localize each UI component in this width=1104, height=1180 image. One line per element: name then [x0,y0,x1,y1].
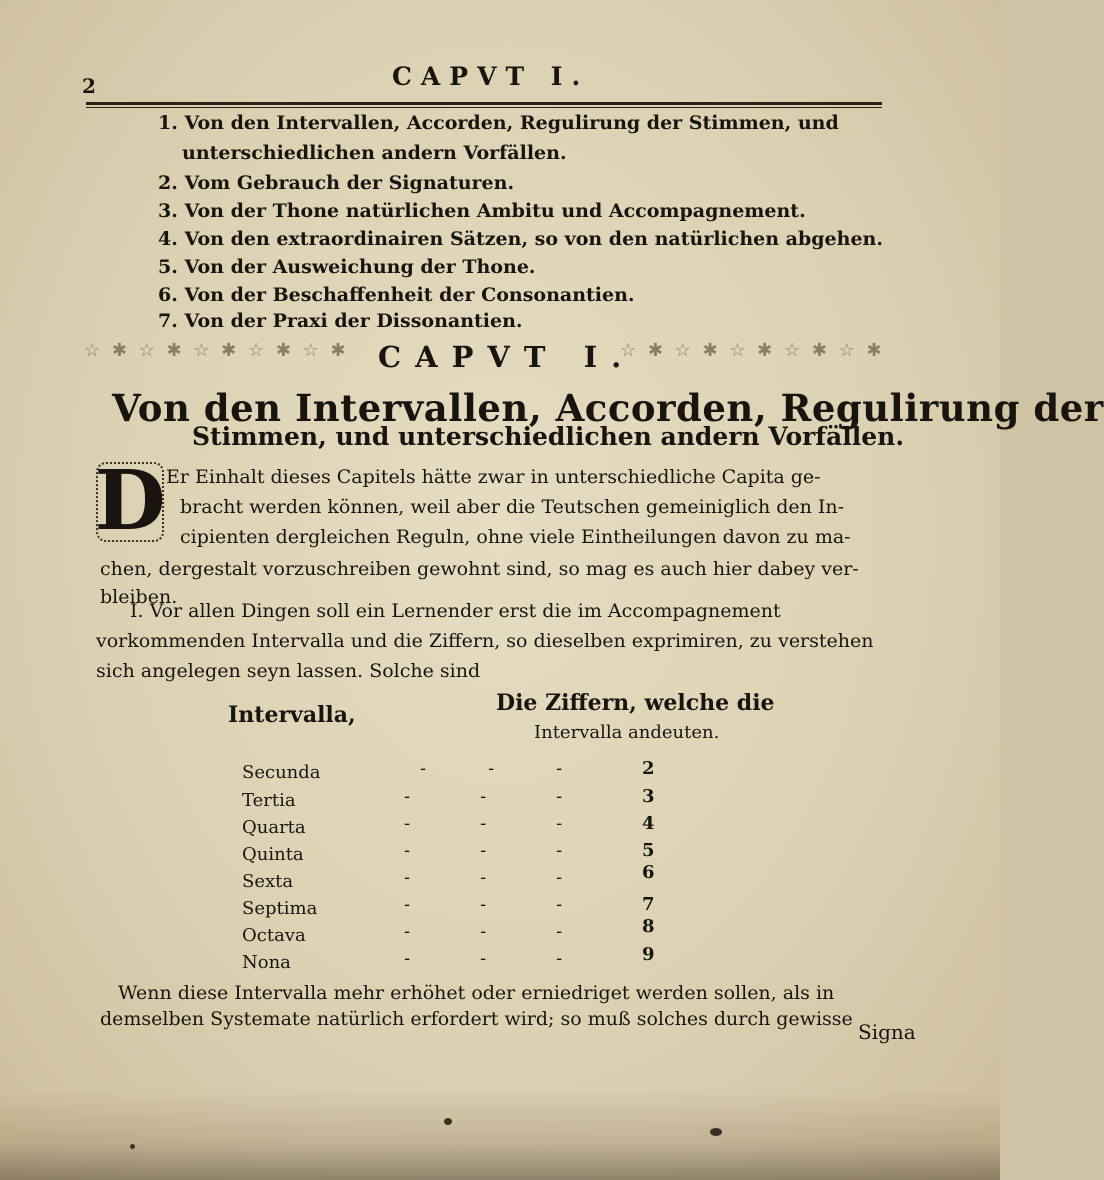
figure-value: 3 [642,786,655,807]
header-rule [86,102,882,105]
table-header-figures: Die Ziffern, welche die [496,690,775,716]
toc-text: Von den Intervallen, Accorden, Regulirung der Stimmen, und [184,112,839,134]
toc-text: Von der Ausweichung der Thone. [184,256,536,278]
leader-dashes: --- [404,786,633,807]
figure-value: 9 [642,944,655,965]
table-row [242,817,306,838]
interval-name: Quarta [242,817,306,838]
text-line: chen, dergestalt vorzuschreiben gewohnt sind, so mag es auch hier dabey ver- [100,558,859,580]
figure-value: 6 [642,862,655,883]
text-line: sich angelegen seyn lassen. Solche sind [96,660,481,682]
text-line: cipienten dergleichen Reguln, ohne viele Eintheilungen davon zu ma- [180,526,851,548]
toc-item [182,142,567,164]
table-row [242,898,317,919]
leader-dashes: --- [404,894,633,915]
page-shadow [0,1090,1000,1180]
toc-item [158,256,536,278]
header-rule-thin [86,107,882,108]
leader-dashes: --- [404,921,633,942]
toc-num: 7. [158,310,178,332]
toc-text: Vom Gebrauch der Signaturen. [184,172,515,194]
toc-num: 6. [158,284,178,306]
ornament-right: ☆ ✱ ☆ ✱ ☆ ✱ ☆ ✱ ☆ ✱ [620,340,885,361]
interval-name: Quinta [242,844,304,865]
toc-item [158,112,839,134]
toc-item [158,228,883,250]
interval-name: Nona [242,952,291,973]
table-row [242,952,291,973]
figure-value: 4 [642,813,655,834]
interval-name: Octava [242,925,306,946]
interval-name: Sexta [242,871,294,892]
text-line: vorkommenden Intervalla und die Ziffern, so dieselben exprimiren, zu verstehen [96,630,874,652]
leader-dashes: --- [404,813,633,834]
ink-blot [444,1118,452,1125]
interval-name: Secunda [242,762,321,783]
toc-num: 2. [158,172,178,194]
chapter-title: Von den Intervallen, Accorden, Regulirung der [112,386,1104,430]
ink-blot [710,1128,722,1136]
interval-name: Septima [242,898,318,919]
text-line: Er Einhalt dieses Capitels hätte zwar in unterschiedliche Capita ge- [166,466,821,488]
text-line: bracht werden können, weil aber die Teutschen gemeiniglich den In- [180,496,845,518]
toc-num: 1. [158,112,178,134]
table-header-figures-continued: Intervalla andeuten. [534,722,720,743]
text-line: Wenn diese Intervalla mehr erhöhet oder erniedriget werden sollen, als in [118,982,835,1004]
toc-text: Von der Thone natürlichen Ambitu und Accompagnement. [184,200,806,222]
toc-num: 5. [158,256,178,278]
figure-value: 5 [642,840,655,861]
table-row [242,871,293,892]
toc-item [158,310,523,332]
text-line: I. Vor allen Dingen soll ein Lernender erst die im Accompagnement [130,600,781,622]
interval-name: Tertia [242,790,296,811]
running-head: CAPVT I. [392,62,590,91]
leader-dashes: --- [404,948,633,969]
table-row [242,925,306,946]
ornament-left: ☆ ✱ ☆ ✱ ☆ ✱ ☆ ✱ ☆ ✱ [84,340,349,361]
toc-text: Von der Praxi der Dissonantien. [184,310,523,332]
toc-item [158,200,806,222]
figure-value: 2 [642,758,655,779]
figure-value: 8 [642,916,655,937]
toc-text: Von der Beschaffenheit der Consonantien. [184,284,635,306]
leader-dashes: --- [420,758,625,779]
text-line: demselben Systemate natürlich erfordert wird; so muß solches durch gewisse [100,1008,853,1030]
page-number: 2 [82,74,96,98]
toc-text: Von den extraordinairen Sätzen, so von den natürlichen abgehen. [184,228,883,250]
drop-cap: D [94,453,166,549]
table-row [242,762,321,783]
chapter-heading: CAPVT I. [378,340,636,374]
toc-text: unterschiedlichen andern Vorfällen. [182,142,567,164]
toc-num: 4. [158,228,178,250]
table-row [242,790,296,811]
ink-blot [130,1144,135,1149]
figure-value: 7 [642,894,655,915]
toc-num: 3. [158,200,178,222]
text-line: bleiben. [100,586,178,608]
table-header-intervals: Intervalla, [228,702,356,728]
leader-dashes: --- [404,867,633,888]
toc-item [158,284,635,306]
catchword: Signa [858,1020,916,1044]
leader-dashes: --- [404,840,633,861]
chapter-title-continued: Stimmen, und unterschiedlichen andern Vorfällen. [192,422,905,451]
table-row [242,844,304,865]
toc-item [158,172,514,194]
